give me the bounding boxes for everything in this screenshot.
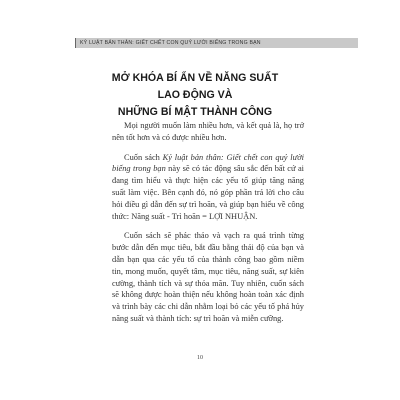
running-header-text: KỶ LUẬT BẢN THÂN: GIẾT CHẾT CON QUỶ LƯỜI BIẾNG TRONG BẠN [80, 40, 261, 46]
paragraph-2-rest: này sẽ có tác động sâu sắc đến bất cứ ai đang tìm hiểu và thực hiện các yếu tố giúp tăng năng suất làm việc. Bên cạnh đó, nó góp phần trả lời cho câu hỏi điều gì dẫn đến sự trì hoãn, và giúp bạn hiểu về công thức: Năng suất - Trì hoãn = LỢI NHUẬN. [112, 164, 304, 221]
book-title-italic: Kỷ luật bản thân: Giết chết con quỷ lười biếng trong bạn [112, 152, 305, 174]
body-text [112, 120, 304, 325]
chapter-title [100, 70, 290, 121]
page-number: 10 [197, 355, 203, 361]
chapter-title-line-2: NHỮNG BÍ MẬT THÀNH CÔNG [117, 106, 273, 118]
chapter-title-line-1: MỞ KHÓA BÍ ẨN VỀ NĂNG SUẤT LAO ĐỘNG VÀ [111, 72, 279, 101]
paragraph-3: Cuốn sách sẽ phác thảo và vạch ra quá trình từng bước dẫn đến mục tiêu, bắt đầu bằng thái độ của bạn và dẫn bạn qua các yếu tố của thành công bao gồm niềm tin, mong muốn, quyết tâm, mục tiêu, năng suất, sự kiên cường, thành tích và sự thỏa mãn. Tuy nhiên, cuốn sách sẽ không được hoàn thiện nếu không hoàn toàn xác định và trình bày các chi dẫn nhằm loại bỏ các yếu tố phá hủy năng suất và thành tích: sự trì hoãn và miễn cưỡng. [112, 231, 304, 323]
paragraph-1: Mọi người muốn làm nhiều hơn, và kết quả là, họ trở nên tốt hơn và có được nhiều hơn. [112, 121, 304, 142]
running-header [75, 38, 358, 48]
paragraph-2-intro: Cuốn sách [124, 152, 163, 162]
paragraph-2 [112, 152, 304, 223]
